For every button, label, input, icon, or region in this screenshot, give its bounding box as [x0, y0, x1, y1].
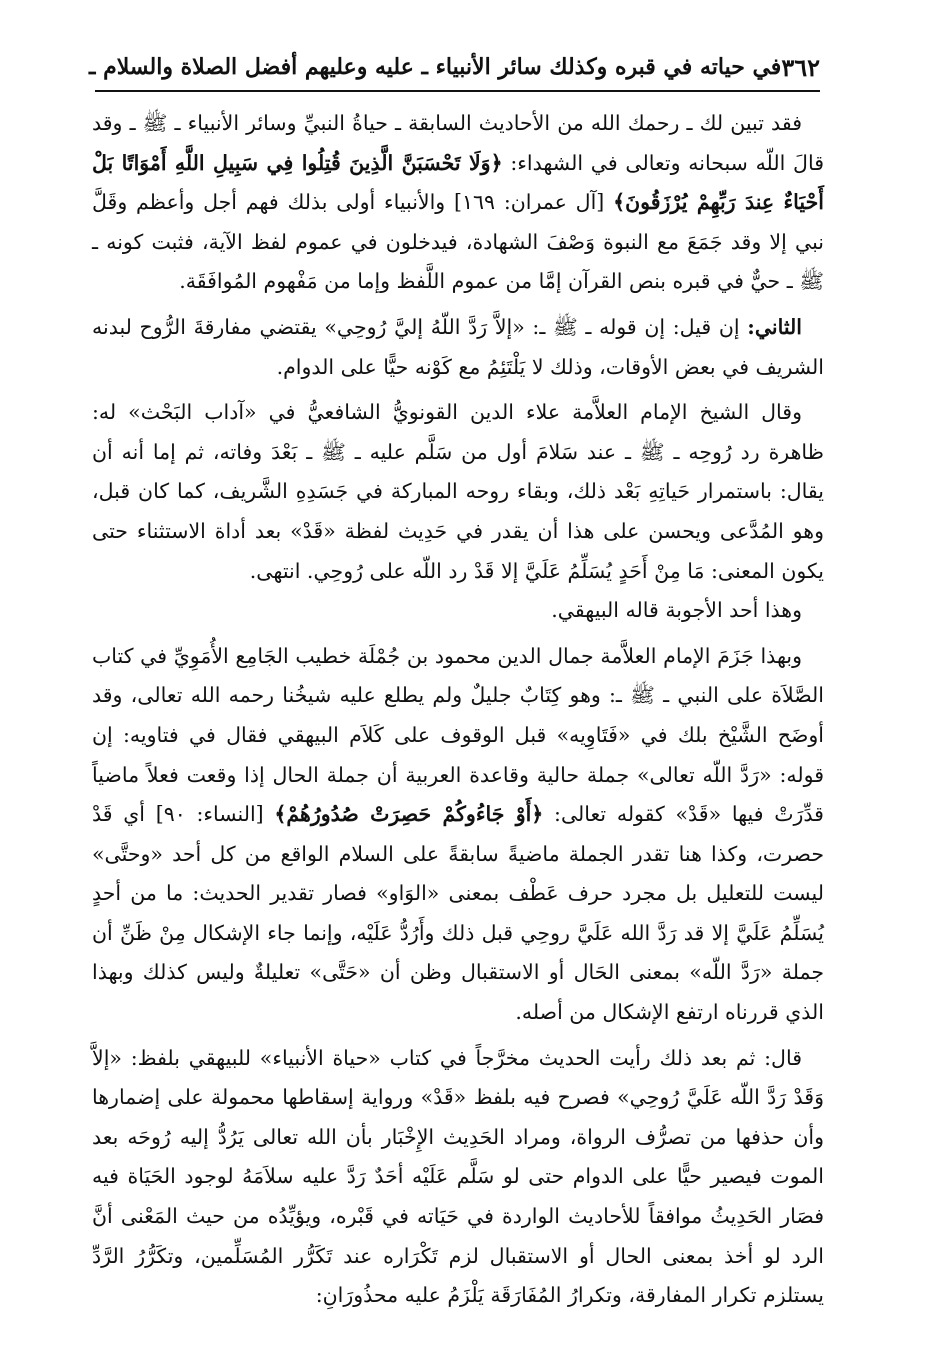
section-lead: الثاني: — [747, 314, 802, 339]
page-header — [89, 44, 820, 92]
text-segment: [النساء: ٩٠] أي قَدْ حصرت، وكذا هنا تقدر الجملة ماضيةً سابقةً على السلام الواقع من كل أحد «وحتَّى» ليست للتعليل بل مجرد حرف عَطْف بمعنى «الوَاو» فصار تقدير الحديث: ما من أحدٍ يُسَلِّمُ عَلَيَّ إلا قد رَدَّ الله عَلَيَّ روحِي قبل ذلك وأَرُدُّ عَلَيْه، وإنما جاء الإشكال مِنْ ظَنِّ أن جملة «رَدَّ اللّه» بمعنى الحَال أو الاستقبال وظن أن «حَتَّى» تعليلةٌ وليس كذلك وبهذا الذي قررناه ارتفع الإشكال من أصله. — [92, 802, 824, 1025]
paragraph — [92, 591, 824, 631]
text-segment: [آل عمران: ١٦٩] والأنبياء أولى بذلك فهم أجل وأعظم وقَلَّ نبي إلا وقد جَمَعَ مع النبوة وَصْفَ الشهادة، فيدخلون في عموم لفظ الآية، فثبت كونه ـ ﷺ ـ حيٌّ في قبره بنص القرآن إمَّا من عموم اللَّفظ وإما من مَفْهوم المُوافَقَة. — [92, 190, 824, 294]
text-segment: إن قيل: إن قوله ـ ﷺ ـ: «إلاَّ رَدَّ اللّهُ إليَّ رُوحِي» يقتضي مفارقةَ الرُّوح لبدنه الشريف في بعض الأوقات، وذلك لا يَلْتَئِمُ مع كَوْنه حيًّا على الدوام. — [92, 314, 824, 379]
quran-verse: ﴿أَوْ جَاءُوكُمْ حَصِرَتْ صُدُورُهُمْ﴾ — [274, 802, 544, 827]
text-segment: قال: ثم بعد ذلك رأيت الحديث مخرَّجاً في كتاب «حياة الأنبياء» للبيهقي بلفظ: «إلاَّ وَقَدْ رَدَّ اللّه عَلَيَّ رُوحِي» فصرح فيه بلفظ «قَدْ» ورواية إسقاطها محمولة على إضمارها وأن حذفها من تصرُّف الرواة، ومراد الحَدِيث الإِخْبَار بأن الله تعالى يَرُدُّ إليه رُوحَه بعد الموت فيصير حيًّا على الدوام حتى لو سَلَّم عَلَيْه أحَدٌ رَدَّ عليه سلاَمَهُ لوجود الحَيَاة فيه فصَار الحَدِيثُ موافقاً للأحاديث الواردة في حَيَاته في قَبْره، ويؤيِّدُه من حيث المَعْنى أنَّ الرد لو أخذ بمعنى الحال أو الاستقبال لزم تَكْرَاره عند تَكَرُّر المُسَلِّمين، وتكَرُّرُ الرَّدِّ يستلزم تكرار المفارقة، وتكرارُ المُفَارَقَة يَلْزَمُ عليه محذُورَانِ: — [92, 1045, 824, 1308]
running-title: في حياته في قبره وكذلك سائر الأنبياء ـ عليه وعليهم أفضل الصلاة والسلام ـ — [89, 54, 782, 80]
text-segment: وبهذا جَزَمَ الإمام العلاَّمة جمال الدين محمود بن جُمْلَة خطيب الجَامِع الأُمَوِيِّ في كتاب الصَّلاَة على النبي ـ ﷺ ـ: وهو كِتَابٌ جليلٌ ولم يطلع عليه شيخُنا رحمه الله تعالى، وقد أوضَح الشَّيْخ بلك في «فَتَاوِيه» قبل الوقوف على كَلاَم البيهقي فقال في فتاويه: إن قوله: «رَدَّ اللّه تعالى» جملة حالية وقاعدة العربية أن جملة الحال إذا وقعت فعلاً ماضياً قدِّرَتْ فيها «قَدْ» كقوله تعالى: — [92, 643, 824, 827]
text-segment: وقال الشيخ الإمام العلاَّمة علاء الدين القونويُّ الشافعيُّ في «آداب البَحْث» له: ظاهرة رد رُوحِه ـ ﷺ ـ عند سَلامَ أول من سَلَّم عليه ـ ﷺ ـ بَعْدَ وفاته، ثم إما أنه أن يقال: باستمرار حَياتِهِ بَعْد ذلك، وبقاء روحه المباركة في جَسَدِهِ الشَّريف، كما كان قبل، وهو المُدَّعى ويحسن على هذا أن يقدر في حَدِيث لفظة «قَدْ» بعد أداة الاستثناء حتى يكون المعنى: مَا مِنْ أَحَدٍ يُسَلِّمُ عَلَيَّ إلا قَدْ رد اللّه على رُوحِي. انتهى. — [92, 400, 824, 583]
page-number: ٣٦٢ — [781, 52, 820, 82]
paragraph — [92, 1039, 824, 1316]
text-segment: وهذا أحد الأجوبة قاله البيهقي. — [551, 598, 802, 623]
text-segment: فقد تبين لك ـ رحمك الله من الأحاديث السابقة ـ حياةُ النبيِّ وسائر الأنبياء ـ ﷺ ـ وقد قالَ اللّه سبحانه وتعالى في الشهداء: — [92, 111, 824, 175]
quran-verse: ﴿وَلَا تَحْسَبَنَّ الَّذِينَ قُتِلُوا فِي سَبِيلِ اللَّهِ أَمْوَاتًا بَلْ أَحْيَاءٌ عِندَ رَبِّهِمْ يُرْزَقُونَ﴾ — [92, 150, 824, 215]
paragraph — [92, 308, 824, 387]
body-text — [92, 104, 824, 1316]
paragraph — [92, 104, 824, 302]
paragraph — [92, 393, 824, 591]
paragraph — [92, 637, 824, 1033]
